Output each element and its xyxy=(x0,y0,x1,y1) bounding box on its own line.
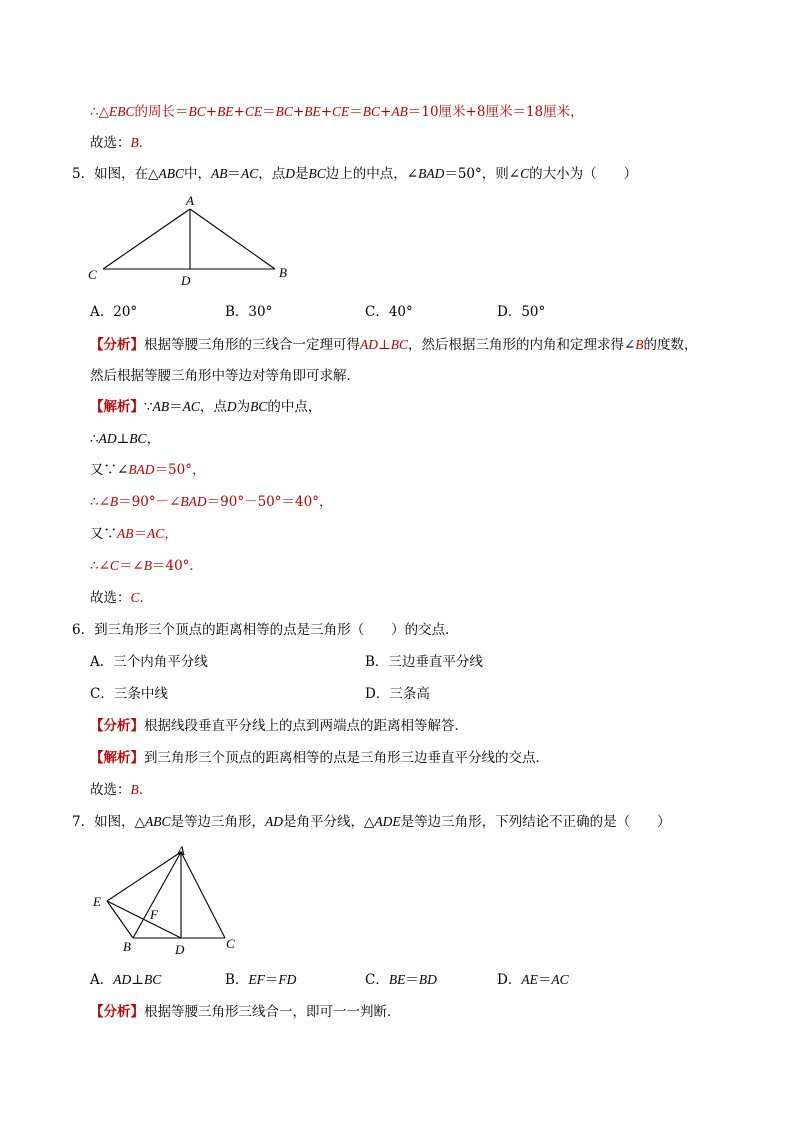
label-a: A xyxy=(177,843,185,858)
label-a: A xyxy=(186,193,194,208)
label-b: B xyxy=(123,939,131,954)
q7-option-a: A．AD⊥BC xyxy=(90,972,162,988)
side-ca xyxy=(103,209,190,269)
label-b: B xyxy=(279,265,287,280)
q7-stem: 7．如图，△ABC是等边三角形，AD是角平分线，△ADE是等边三角形，下列结论不正确的是（ ） xyxy=(72,814,671,830)
side-ab xyxy=(133,852,181,938)
q5-step-1: ∴AD⊥BC， xyxy=(90,431,161,447)
q7-analysis: 【分析】根据等腰三角形三线合一，即可一一判断． xyxy=(90,1004,401,1020)
prev-answer: 故选：B． xyxy=(90,135,153,151)
q5-solution-line1: 【解析】∵AB＝AC，点D为BC的中点， xyxy=(90,399,322,415)
q6-analysis: 【分析】根据线段垂直平分线上的点到两端点的距离相等解答． xyxy=(90,718,468,734)
q5-step-3: ∴∠B＝90°－∠BAD＝90°－50°＝40°， xyxy=(90,494,333,510)
q5-analysis-line2: 然后根据等腰三角形中等边对等角即可求解． xyxy=(90,368,360,384)
label-f: F xyxy=(150,907,158,922)
side-ac xyxy=(181,852,225,938)
q5-option-b: B．30° xyxy=(225,304,273,320)
q5-triangle-figure xyxy=(85,192,295,292)
q6-answer: 故选：B． xyxy=(90,782,153,798)
side-ae xyxy=(107,852,181,901)
q5-option-a: A．20° xyxy=(90,304,138,320)
q5-option-d: D．50° xyxy=(497,304,546,320)
side-ed xyxy=(107,901,181,938)
label-d: D xyxy=(175,942,185,957)
q6-stem: 6．到三角形三个顶点的距离相等的点是三角形（ ）的交点． xyxy=(72,622,459,638)
q7-option-d: D．AE＝AC xyxy=(497,972,569,988)
q6-option-b: B．三边垂直平分线 xyxy=(365,654,483,670)
q7-option-b: B．EF＝FD xyxy=(225,972,297,988)
side-ab xyxy=(190,209,275,269)
segment-eb xyxy=(107,901,133,938)
q7-triangle-figure xyxy=(85,840,255,960)
q6-solution: 【解析】到三角形三个顶点的距离相等的点是三角形三边垂直平分线的交点． xyxy=(90,750,549,766)
q5-step-4: 又∵AB＝AC， xyxy=(90,526,178,542)
label-c: C xyxy=(226,936,235,951)
label-c: C xyxy=(88,267,97,282)
q7-option-c: C．BE＝BD xyxy=(365,972,437,988)
q6-option-a: A．三个内角平分线 xyxy=(90,654,208,670)
q6-option-c: C．三条中线 xyxy=(90,686,168,702)
q5-option-c: C．40° xyxy=(365,304,413,320)
q5-analysis-line1: 【分析】根据等腰三角形的三线合一定理可得AD⊥BC，然后根据三角形的内角和定理求得∠B的度数， xyxy=(90,337,698,353)
q5-step-2: 又∵∠BAD＝50°， xyxy=(90,462,206,478)
q5-step-5: ∴∠C＝∠B＝40°． xyxy=(90,558,203,574)
q5-answer: 故选：C． xyxy=(90,590,154,606)
q5-stem: 5．如图，在△ABC中，AB＝AC，点D是BC边上的中点，∠BAD＝50°，则∠C的大小为（ ） xyxy=(72,166,638,182)
label-e: E xyxy=(93,894,101,909)
label-d: D xyxy=(181,273,191,288)
prev-solution-line: ∴△EBC的周长＝BC+BE+CE＝BC+BE+CE＝BC+AB＝10厘米+8厘米＝18厘米， xyxy=(90,104,584,120)
q6-option-d: D．三条高 xyxy=(365,686,430,702)
